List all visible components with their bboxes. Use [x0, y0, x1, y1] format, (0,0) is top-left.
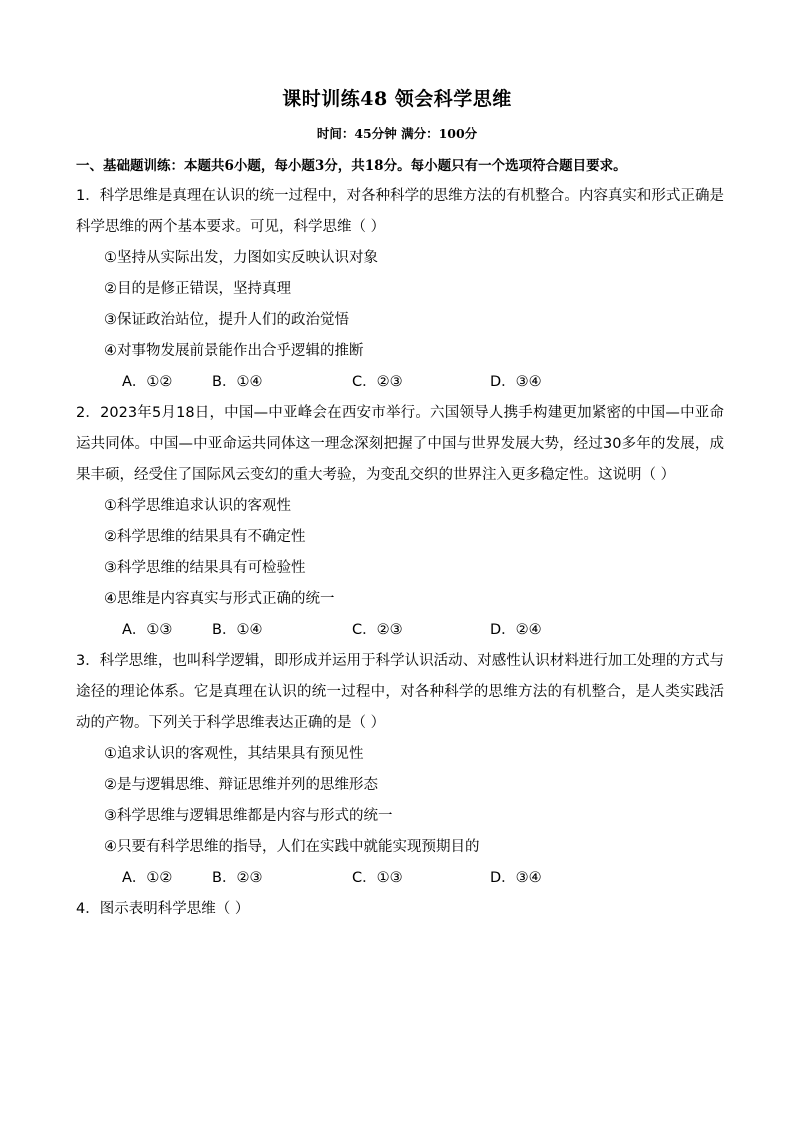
choice-d: D．③④	[490, 374, 542, 390]
statement-option: ④对事物发展前景能作出合乎逻辑的推断	[104, 343, 364, 359]
question-stem: 2．2023年5月18日，中国—中亚峰会在西安市举行。六国领导人携手构建更加紧密的中国—中亚命运共同体。中国—中亚命运共同体这一理念深刻把握了中国与世界发展大势，经过30多年的发展，成果丰硕，经受住了国际风云变幻的重大考验，为变乱交织的世界注入更多稳定性。这说明（ ）	[76, 405, 724, 483]
statement-option: ②目的是修正错误，坚持真理	[104, 281, 291, 297]
choice-c: C．②③	[352, 622, 403, 638]
statement-option: ③保证政治站位，提升人们的政治觉悟	[104, 312, 349, 328]
question-list	[76, 181, 724, 925]
question-3	[76, 646, 724, 894]
statement-option: ②是与逻辑思维、辩证思维并列的思维形态	[104, 777, 378, 793]
choice-c: C．①③	[352, 870, 403, 886]
statement-option: ②科学思维的结果具有不确定性	[104, 529, 306, 545]
choice-d: D．③④	[490, 870, 542, 886]
question-stem: 1．科学思维是真理在认识的统一过程中，对各种科学的思维方法的有机整合。内容真实和形式正确是科学思维的两个基本要求。可见，科学思维（ ）	[76, 188, 724, 235]
answer-choices	[76, 863, 724, 894]
choice-b: B．①④	[212, 622, 263, 638]
question-stem: 3．科学思维，也叫科学逻辑，即形成并运用于科学认识活动、对感性认识材料进行加工处理的方式与途径的理论体系。它是真理在认识的统一过程中，对各种科学的思维方法的有机整合，是人类实践活动的产物。下列关于科学思维表达正确的是（ ）	[76, 653, 724, 731]
statement-option: ①坚持从实际出发，力图如实反映认识对象	[104, 250, 378, 266]
statement-option: ③科学思维的结果具有可检验性	[104, 560, 306, 576]
answer-choices	[76, 367, 724, 398]
statement-option: ③科学思维与逻辑思维都是内容与形式的统一	[104, 808, 393, 824]
time-score-line: 时间：45分钟 满分：100分	[316, 126, 478, 141]
answer-choices	[76, 615, 724, 646]
section-heading: 一、基础题训练：本题共6小题，每小题3分，共18分。每小题只有一个选项符合题目要求。	[76, 158, 627, 174]
choice-a: A．①③	[122, 622, 173, 638]
statement-option: ①科学思维追求认识的客观性	[104, 498, 291, 514]
choice-d: D．②④	[490, 622, 542, 638]
statement-option: ④思维是内容真实与形式正确的统一	[104, 591, 335, 607]
choice-a: A．①②	[122, 374, 173, 390]
statement-option: ①追求认识的客观性，其结果具有预见性	[104, 746, 364, 762]
question-stem: 4．图示表明科学思维（ ）	[76, 901, 250, 917]
choice-a: A．①②	[122, 870, 173, 886]
choice-c: C．②③	[352, 374, 403, 390]
statement-option: ④只要有科学思维的指导，人们在实践中就能实现预期目的	[104, 839, 480, 855]
page-title: 课时训练48 领会科学思维	[282, 88, 512, 110]
question-1	[76, 181, 724, 398]
question-4	[76, 894, 724, 925]
question-2	[76, 398, 724, 646]
choice-b: B．①④	[212, 374, 263, 390]
choice-b: B．②③	[212, 870, 263, 886]
